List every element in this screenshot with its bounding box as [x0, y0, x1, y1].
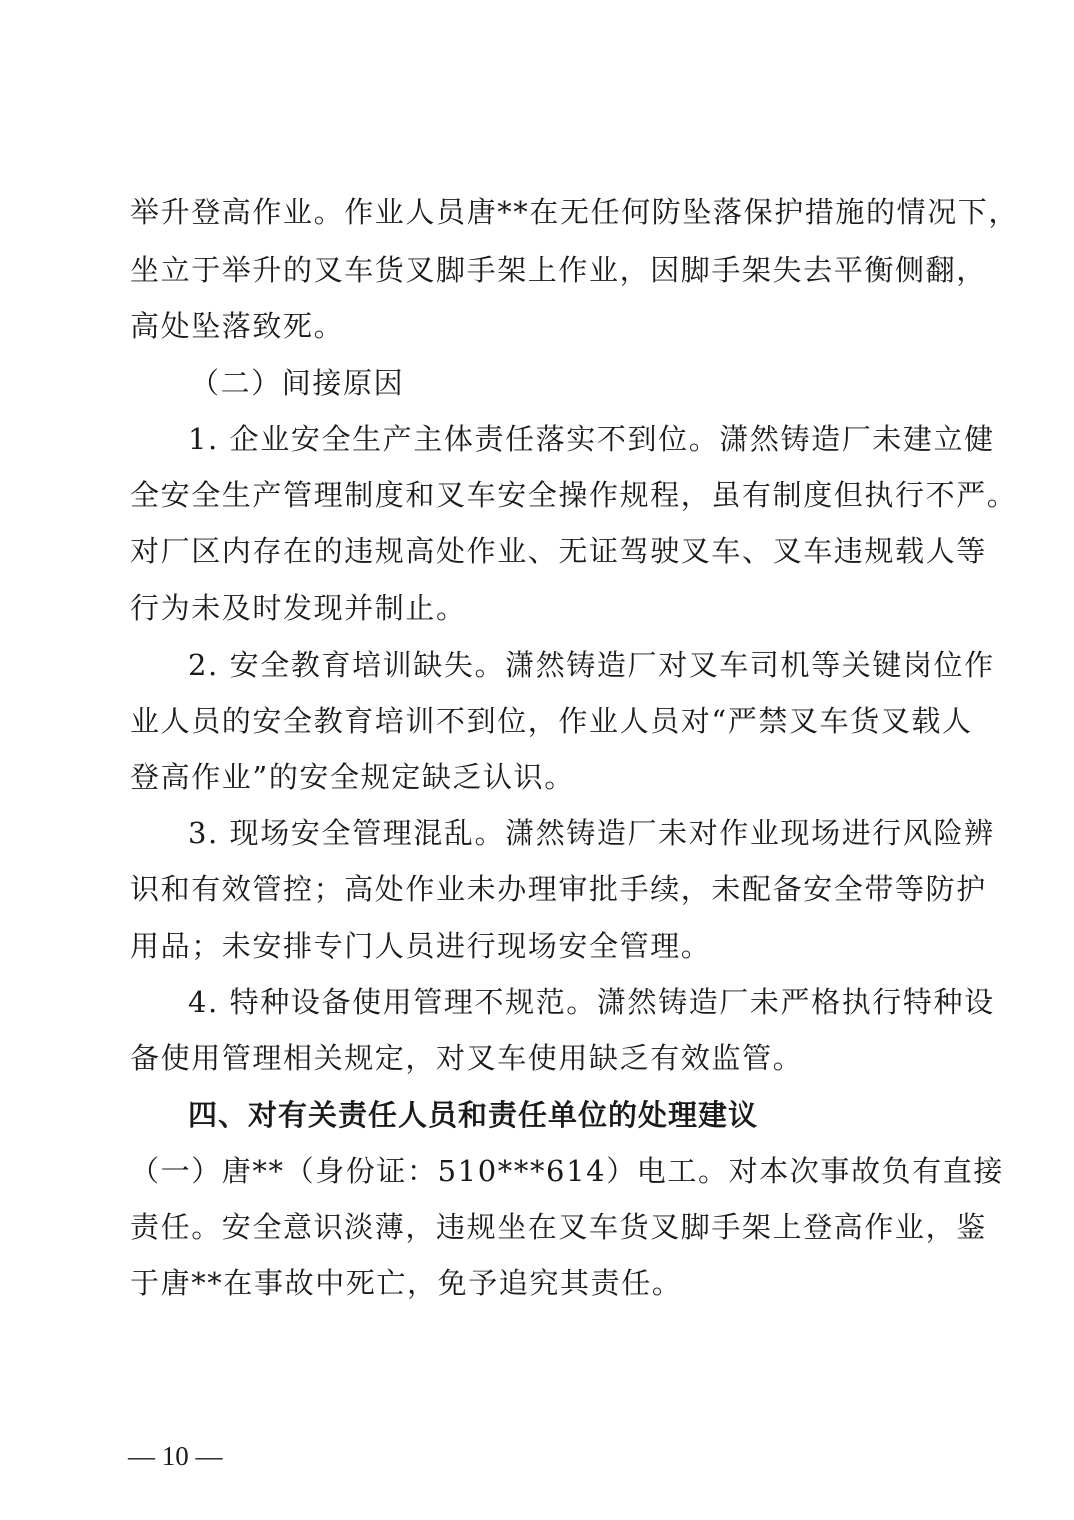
section-heading: 四、对有关责任人员和责任单位的处理建议 [188, 1098, 759, 1132]
body-text-line: 高处坠落致死。 [130, 309, 345, 343]
body-text-line: 备使用管理相关规定，对叉车使用缺乏有效监管。 [130, 1041, 804, 1075]
paragraph-first-line: 2. 安全教育培训缺失。潇然铸造厂对叉车司机等关键岗位作 [188, 648, 995, 682]
body-text-line: 行为未及时发现并制止。 [130, 591, 467, 625]
body-text-line: 登高作业”的安全规定缺乏认识。 [130, 760, 575, 794]
body-text-line: 举升登高作业。作业人员唐**在无任何防坠落保护措施的情况下， [130, 195, 1020, 229]
body-text-line: 识和有效管控；高处作业未办理审批手续，未配备安全带等防护 [130, 872, 987, 906]
body-text-line: 坐立于举升的叉车货叉脚手架上作业，因脚手架失去平衡侧翻， [130, 253, 987, 287]
paragraph-first-line: 4. 特种设备使用管理不规范。潇然铸造厂未严格执行特种设 [188, 985, 995, 1019]
body-text-line: 用品；未安排专门人员进行现场安全管理。 [130, 929, 712, 963]
paragraph-first-line: 1. 企业安全生产主体责任落实不到位。潇然铸造厂未建立健 [188, 422, 995, 456]
body-text-line: 责任。安全意识淡薄，违规坐在叉车货叉脚手架上登高作业，鉴 [130, 1210, 987, 1244]
paragraph-first-line: （一）唐**（身份证：510***614）电工。对本次事故负有直接 [130, 1154, 1005, 1188]
body-text-line: 业人员的安全教育培训不到位，作业人员对“严禁叉车货叉载人 [130, 704, 973, 738]
body-text-line: 对厂区内存在的违规高处作业、无证驾驶叉车、叉车违规载人等 [130, 534, 987, 568]
paragraph-first-line: 3. 现场安全管理混乱。潇然铸造厂未对作业现场进行风险辨 [188, 816, 995, 850]
body-text-line: 全安全生产管理制度和叉车安全操作规程，虽有制度但执行不严。 [130, 478, 1018, 512]
page-number: — 10 — [128, 1441, 223, 1471]
body-text-line: 于唐**在事故中死亡，免予追究其责任。 [130, 1266, 683, 1300]
subsection-heading: （二）间接原因 [190, 366, 405, 400]
